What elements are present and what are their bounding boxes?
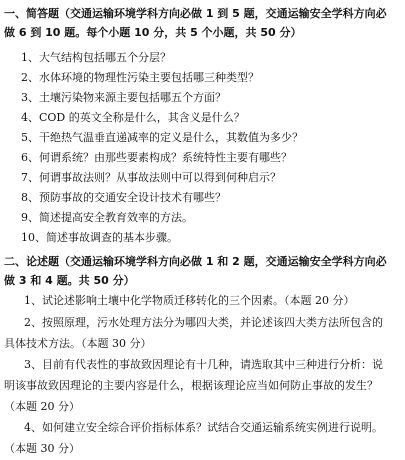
section1-heading-line: 一、简答题（交通运输环境学科方向必做 1 到 5 题，交通运输安全学科方向必 (4, 7, 387, 20)
essay-line: 4、如何建立安全综合评价指标体系？试结合交通运输系统实例进行说明。 (24, 421, 383, 434)
essay-line: 2、按照原理，污水处理方法分为哪四大类，并论述该四大类方法所包含的 (24, 316, 383, 329)
section2-heading-line: 做 3 和 4 题。共 50 分） (4, 274, 135, 287)
question-number: 10、 (21, 231, 46, 244)
question-1-1 (21, 50, 405, 65)
question-1-3 (21, 90, 405, 105)
question-1-10 (21, 230, 405, 245)
question-number: 7、 (21, 171, 39, 184)
question-1-5 (21, 130, 405, 145)
question-text: 土壤污染物来源主要包括哪五个方面？ (39, 91, 226, 104)
question-number: 2、 (21, 71, 39, 84)
question-1-9 (21, 210, 405, 225)
question-text: 水体环境的物理性污染主要包括哪三种类型？ (39, 71, 259, 84)
question-number: 3、 (21, 91, 39, 104)
question-1-7 (21, 170, 405, 185)
question-number: 9、 (21, 211, 39, 224)
essay-line: 具体技术方法。（本题 30 分） (4, 337, 152, 350)
question-number: 8、 (21, 191, 39, 204)
question-number: 1、 (21, 51, 39, 64)
question-text: 何谓系统？由那些要素构成？系统特性主要有哪些？ (39, 151, 292, 164)
question-number: 4、 (21, 111, 39, 124)
section2-heading-line: 二、论述题（交通运输环境学科方向必做 1 和 2 题，交通运输安全学科方向必 (4, 255, 387, 268)
essay-line: 1、试论述影响土壤中化学物质迁移转化的三个因素。（本题 20 分） (24, 294, 355, 307)
essay-line: 明该事故致因理论的主要内容是什么，根据该理论应当如何防止事故的发生？ (4, 379, 378, 392)
question-number: 6、 (21, 151, 39, 164)
essay-question-1 (4, 290, 401, 311)
essay-line: （本题 30 分） (4, 442, 80, 455)
essay-line: 3、目前有代表性的事故致因理论有十几种，请选取其中三种进行分析：说 (24, 358, 383, 371)
essay-question-2 (4, 312, 401, 354)
question-text: 何谓事故法则？从事故法则中可以得到何种启示？ (39, 171, 281, 184)
question-text: 大气结构包括哪五个分层？ (39, 51, 171, 64)
question-1-2 (21, 70, 405, 85)
question-number: 5、 (21, 131, 39, 144)
question-1-8 (21, 190, 405, 205)
essay-question-4 (4, 417, 401, 459)
question-text: 干绝热气温垂直递减率的定义是什么，其数值为多少？ (39, 131, 303, 144)
question-text: 预防事故的交通安全设计技术有哪些？ (39, 191, 226, 204)
essay-line: （本题 20 分） (4, 400, 80, 413)
section1-heading-line: 做 6 到 10 题。每个小题 10 分，共 5 个小题，共 50 分） (4, 26, 302, 39)
section2-heading (4, 252, 400, 290)
question-text: 简述提高安全教育效率的方法。 (39, 211, 193, 224)
section1-heading (4, 4, 400, 42)
question-1-6 (21, 150, 405, 165)
question-text: COD 的英文全称是什么，其含义是什么？ (39, 111, 245, 124)
question-1-4 (21, 110, 405, 125)
question-text: 简述事故调查的基本步骤。 (46, 231, 178, 244)
essay-question-3 (4, 354, 401, 417)
